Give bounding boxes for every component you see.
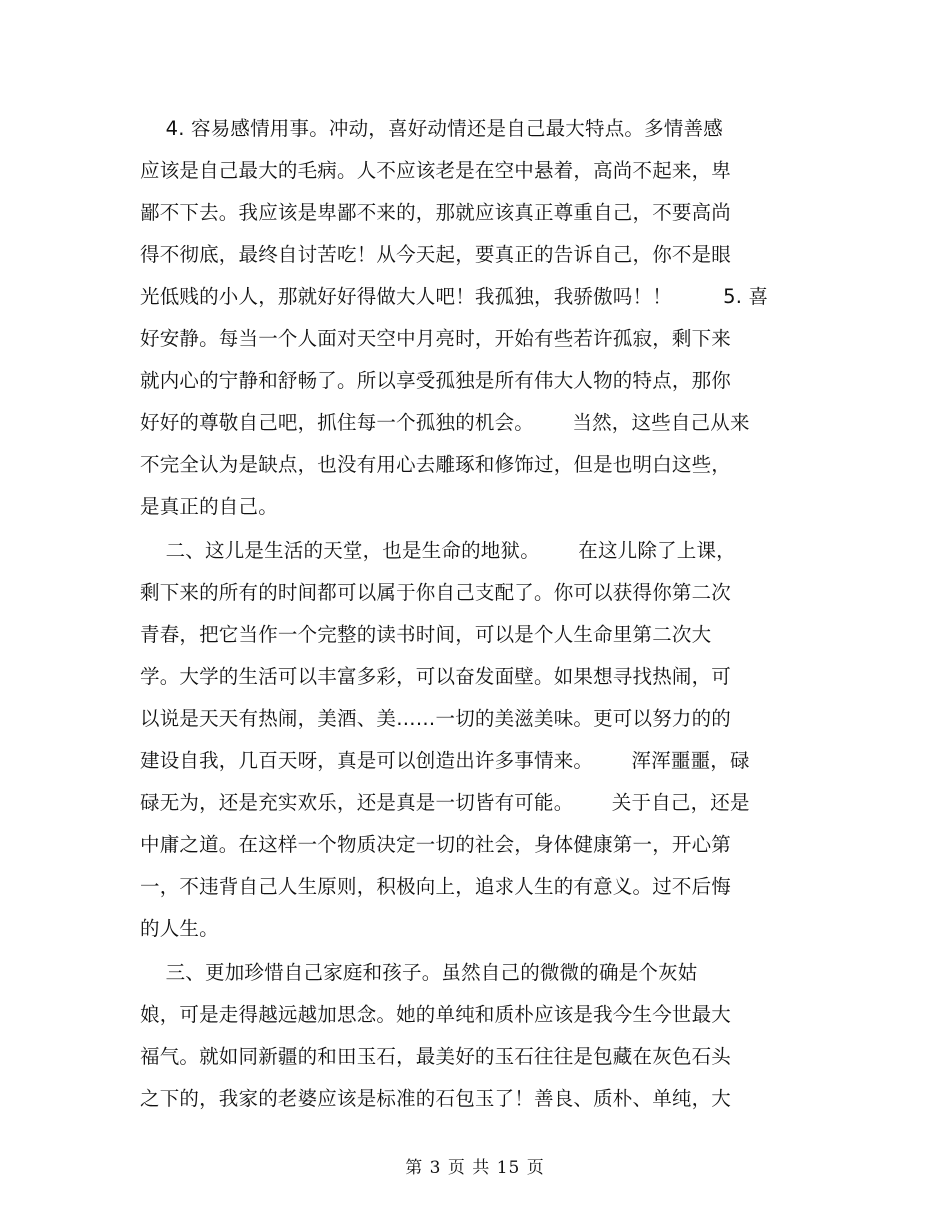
text-line: 应该是自己最大的毛病。人不应该老是在空中悬着，高尚不起来，卑 bbox=[140, 159, 732, 182]
text-line: 三、更加珍惜自己家庭和孩子。虽然自己的微微的确是个灰姑 bbox=[140, 961, 698, 984]
text-line: 碌无为，还是充实欢乐，还是真是一切皆有可能。 关于自己，还是 bbox=[140, 791, 750, 814]
text-line: 的人生。 bbox=[140, 917, 219, 940]
text-line: 剩下来的所有的时间都可以属于你自己支配了。你可以获得你第二次 bbox=[140, 581, 732, 604]
text-line: 青春，把它当作一个完整的读书时间，可以是个人生命里第二次大 bbox=[140, 623, 712, 646]
page-footer: 第 3 页 共 15 页 bbox=[405, 1158, 545, 1178]
text-line: 娘，可是走得越远越加思念。她的单纯和质朴应该是我今生今世最大 bbox=[140, 1003, 732, 1026]
text-line: 建设自我，几百天呀，真是可以创造出许多事情来。 浑浑噩噩，碌 bbox=[140, 749, 750, 772]
text-line: 以说是天天有热闹，美酒、美……一切的美滋美味。更可以努力的的 bbox=[140, 707, 732, 730]
text-line: 好安静。每当一个人面对天空中月亮时，开始有些若许孤寂，剩下来 bbox=[140, 327, 732, 350]
text-line: 好好的尊敬自己吧，抓住每一个孤独的机会。 当然，这些自己从来 bbox=[140, 411, 750, 434]
text-line: 是真正的自己。 bbox=[140, 495, 278, 518]
text-line: 不完全认为是缺点，也没有用心去雕琢和修饰过，但是也明白这些， bbox=[140, 453, 732, 476]
text-line: 福气。就如同新疆的和田玉石，最美好的玉石往往是包藏在灰色石头 bbox=[140, 1045, 732, 1068]
text-line: 得不彻底，最终自讨苦吃！从今天起，要真正的告诉自己，你不是眼 bbox=[140, 243, 732, 266]
text-line: 鄙不下去。我应该是卑鄙不来的，那就应该真正尊重自己，不要高尚 bbox=[140, 201, 732, 224]
text-line: 学。大学的生活可以丰富多彩，可以奋发面壁。如果想寻找热闹，可 bbox=[140, 665, 732, 688]
text-line: 一，不违背自己人生原则，积极向上，追求人生的有意义。过不后悔 bbox=[140, 875, 732, 898]
text-line: 4. 容易感情用事。冲动，喜好动情还是自己最大特点。多情善感 bbox=[140, 117, 723, 140]
text-line: 光低贱的小人，那就好好得做大人吧！我孤独，我骄傲吗！！ 5. 喜 bbox=[140, 285, 769, 308]
text-line: 之下的，我家的老婆应该是标准的石包玉了！善良、质朴、单纯，大 bbox=[140, 1087, 732, 1110]
text-line: 二、这儿是生活的天堂，也是生命的地狱。 在这儿除了上课， bbox=[140, 539, 736, 562]
text-line: 中庸之道。在这样一个物质决定一切的社会，身体健康第一，开心第 bbox=[140, 833, 732, 856]
text-line: 就内心的宁静和舒畅了。所以享受孤独是所有伟大人物的特点，那你 bbox=[140, 369, 732, 392]
